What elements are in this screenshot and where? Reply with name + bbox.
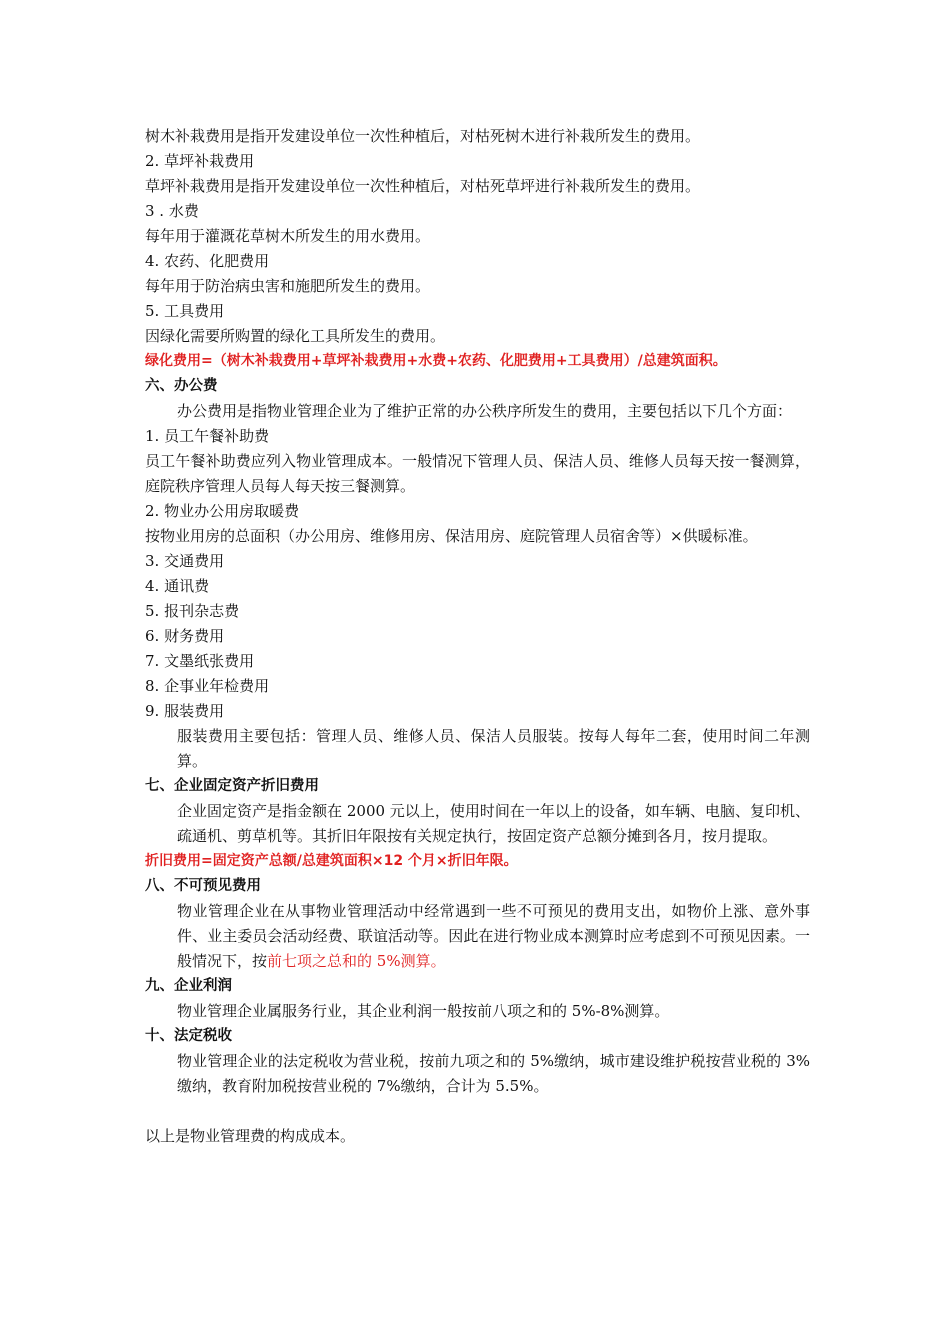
blank-line [145, 1099, 810, 1124]
office-item-8: 8. 企事业年检费用 [145, 677, 270, 695]
office-item-2-text: 按物业用房的总面积（办公用房、维修用房、保洁用房、庭院管理人员宿舍等）×供暖标准。 [145, 527, 758, 545]
item-pesticide-text: 每年用于防治病虫害和施肥所发生的费用。 [145, 277, 431, 295]
item-lawn-title: 2. 草坪补栽费用 [145, 152, 255, 170]
office-item-9: 9. 服装费用 [145, 702, 225, 720]
office-item-1-text: 员工午餐补助费应列入物业管理成本。一般情况下管理人员、保洁人员、维修人员每天按一餐测算，庭院秩序管理人员每人每天按三餐测算。 [145, 452, 810, 495]
contingency-text-main: 物业管理企业在从事物业管理活动中经常遇到一些不可预见的费用支出，如物价上涨、意外事件、业主委员会活动经费、联谊活动等。因此在进行物业成本测算时应考虑到不可预见因素。一般情况下，按 [177, 902, 810, 970]
section-heading-depreciation: 七、企业固定资产折旧费用 [145, 778, 319, 794]
section-heading-contingency: 八、不可预见费用 [145, 878, 261, 894]
office-intro: 办公费用是指物业管理企业为了维护正常的办公秩序所发生的费用，主要包括以下几个方面： [177, 402, 793, 420]
item-lawn-text: 草坪补栽费用是指开发建设单位一次性种植后，对枯死草坪进行补栽所发生的费用。 [145, 177, 701, 195]
section-heading-profit: 九、企业利润 [145, 978, 232, 994]
office-item-1-title: 1. 员工午餐补助费 [145, 427, 270, 445]
depreciation-formula: 折旧费用=固定资产总额/总建筑面积×12 个月×折旧年限。 [145, 853, 518, 869]
section-heading-tax: 十、法定税收 [145, 1028, 232, 1044]
contingency-text [145, 899, 810, 974]
office-item-4: 4. 通讯费 [145, 577, 210, 595]
document-page [145, 124, 810, 1149]
item-tools-text: 因绿化需要所购置的绿化工具所发生的费用。 [145, 327, 446, 345]
tax-text: 物业管理企业的法定税收为营业税，按前九项之和的 5%缴纳，城市建设维护税按营业税的 3%缴纳，教育附加税按营业税的 7%缴纳，合计为 5.5%。 [177, 1052, 810, 1095]
item-pesticide-title: 4. 农药、化肥费用 [145, 252, 270, 270]
office-item-2-title: 2. 物业办公用房取暖费 [145, 502, 300, 520]
item-water-title: 3 . 水费 [145, 202, 199, 220]
paragraph-tree-replant: 树木补栽费用是指开发建设单位一次性种植后，对枯死树木进行补栽所发生的费用。 [145, 127, 701, 145]
office-item-3: 3. 交通费用 [145, 552, 225, 570]
office-item-6: 6. 财务费用 [145, 627, 225, 645]
greening-formula: 绿化费用=（树木补栽费用+草坪补栽费用+水费+农药、化肥费用+工具费用）/总建筑面积。 [145, 353, 727, 369]
office-item-7: 7. 文墨纸张费用 [145, 652, 255, 670]
office-item-9-text: 服装费用主要包括：管理人员、维修人员、保洁人员服装。按每人每年二套，使用时间二年测算。 [177, 727, 810, 770]
item-tools-title: 5. 工具费用 [145, 302, 225, 320]
contingency-rate-highlight: 前七项之总和的 5%测算。 [267, 952, 446, 970]
profit-text: 物业管理企业属服务行业，其企业利润一般按前八项之和的 5%-8%测算。 [177, 1002, 670, 1020]
section-heading-office: 六、办公费 [145, 378, 218, 394]
office-item-5: 5. 报刊杂志费 [145, 602, 240, 620]
depreciation-text: 企业固定资产是指金额在 2000 元以上，使用时间在一年以上的设备，如车辆、电脑、复印机、疏通机、剪草机等。其折旧年限按有关规定执行，按固定资产总额分摊到各月，按月提取。 [177, 802, 810, 845]
closing-line: 以上是物业管理费的构成成本。 [145, 1127, 356, 1145]
item-water-text: 每年用于灌溉花草树木所发生的用水费用。 [145, 227, 431, 245]
